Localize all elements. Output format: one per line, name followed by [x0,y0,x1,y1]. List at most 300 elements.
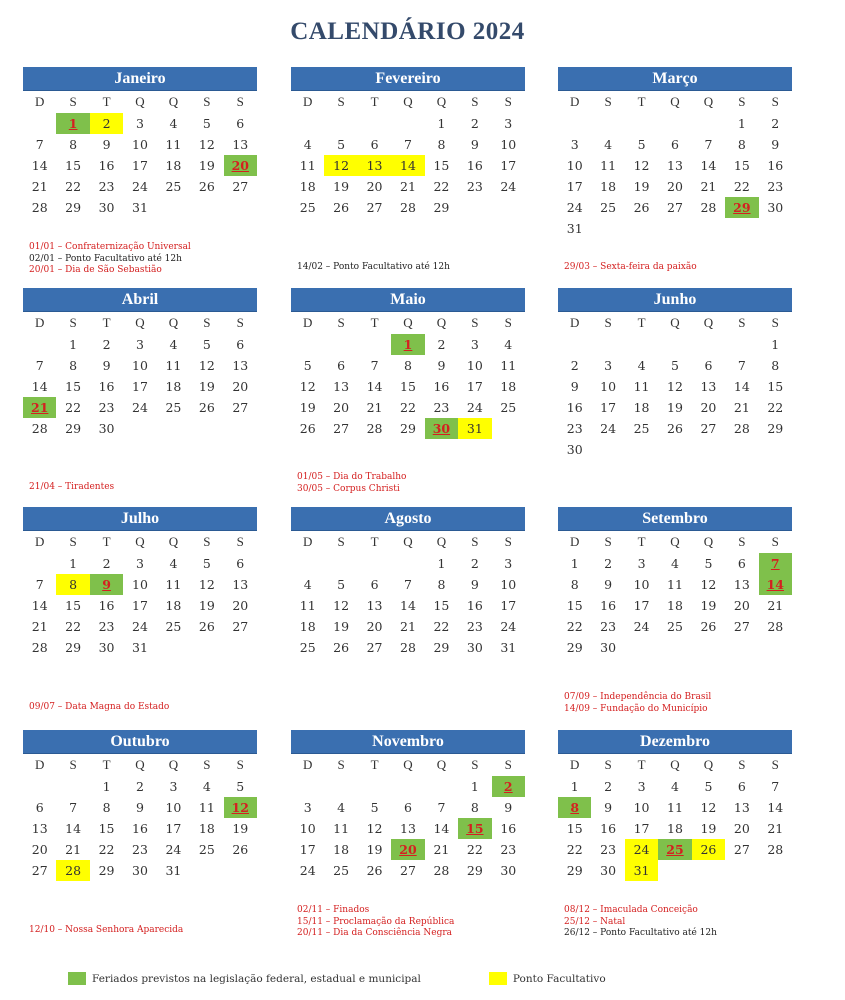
day-cell: 4 [604,137,613,152]
day-cell: 16 [98,158,115,173]
day-cell: 26 [198,619,215,634]
day-cell: 21 [400,179,416,194]
day-cell: 10 [500,137,517,152]
day-cell: 13 [232,137,249,152]
week-row [291,616,525,637]
week-row [291,376,525,397]
day-cell: 29 [566,863,583,878]
empty-day-cell [391,113,424,134]
day-cell: 22 [98,842,115,857]
day-cell: 23 [767,179,784,194]
day-cell: 12 [198,137,215,152]
weekday-label: D [570,534,580,549]
day-cell: 23 [98,619,115,634]
day-cell: 23 [98,179,115,194]
day-cell: 11 [667,577,683,592]
weekday-label: Q [168,534,179,549]
weekday-label: S [471,534,479,549]
holiday-note: 08/12 – Imaculada Conceição [564,905,698,915]
holiday-day-cell: 20 [391,839,424,860]
day-cell: 30 [98,421,115,436]
week-row [558,355,792,376]
day-cell: 5 [704,779,713,794]
weekday-label: S [471,315,479,330]
day-cell: 18 [600,179,617,194]
week-row [23,595,257,616]
day-cell: 27 [700,421,717,436]
day-cell: 6 [737,779,746,794]
day-cell: 24 [132,619,148,634]
weekday-label: S [604,757,612,772]
day-cell: 7 [35,137,44,152]
day-cell: 10 [633,577,650,592]
day-cell: 7 [404,137,412,152]
day-cell: 26 [700,619,717,634]
empty-day-cell [324,113,357,134]
day-cell: 10 [633,800,650,815]
day-cell: 27 [31,863,48,878]
month-header: Fevereiro [291,67,525,91]
day-cell: 21 [767,821,784,836]
weekday-label: S [337,534,345,549]
holiday-note: 20/01 – Dia de São Sebastião [29,265,162,275]
week-row [558,134,792,155]
weekday-label: S [471,757,479,772]
empty-day-cell [425,776,458,797]
holiday-note: 01/01 – Confraternização Universal [29,242,191,252]
month-9 [23,730,257,881]
weekday-label: S [471,94,479,109]
holiday-day-cell: 1 [391,334,424,355]
weekday-row [23,91,257,113]
month-6 [23,507,257,658]
day-cell: 15 [767,379,784,394]
holiday-note: 21/04 – Tiradentes [29,482,115,492]
day-cell: 5 [202,116,211,131]
day-cell: 16 [767,158,784,173]
day-cell: 22 [466,842,483,857]
empty-day-cell [391,553,424,574]
day-cell: 21 [31,179,48,194]
day-cell: 19 [198,158,215,173]
holiday-day-cell: 21 [23,397,56,418]
week-row [291,197,525,218]
day-cell: 2 [771,116,780,131]
day-cell: 29 [400,421,416,436]
day-cell: 11 [600,158,617,173]
day-cell: 3 [570,137,579,152]
day-cell: 29 [65,640,82,655]
weekday-label: Q [703,315,714,330]
empty-day-cell [625,637,658,658]
optional-day-cell: 26 [692,839,725,860]
month-5 [558,288,792,460]
day-cell: 25 [600,200,617,215]
empty-day-cell [23,553,56,574]
weekday-label: D [35,534,45,549]
day-cell: 26 [333,200,350,215]
day-cell: 9 [102,137,111,152]
week-row [558,616,792,637]
month-4 [291,288,525,439]
empty-day-cell [692,439,725,460]
week-row [23,397,257,418]
day-cell: 13 [31,821,48,836]
day-cell: 14 [31,379,48,394]
week-row [558,334,792,355]
day-cell: 2 [604,779,613,794]
weekday-label: Q [436,534,447,549]
weekday-label: T [637,757,646,772]
weekday-label: D [35,315,45,330]
week-row [23,574,257,595]
day-cell: 15 [566,598,583,613]
week-row [558,376,792,397]
day-cell: 13 [232,358,249,373]
day-cell: 3 [604,358,613,373]
holiday-day-cell: 15 [458,818,491,839]
day-cell: 25 [667,619,683,634]
empty-day-cell [190,637,223,658]
empty-day-cell [658,860,691,881]
day-cell: 24 [500,619,517,634]
day-cell: 19 [633,179,650,194]
day-cell: 23 [466,619,483,634]
day-cell: 9 [437,358,446,373]
day-cell: 15 [65,158,82,173]
day-cell: 23 [500,842,517,857]
day-cell: 30 [98,200,115,215]
day-cell: 15 [65,598,82,613]
day-cell: 31 [165,863,182,878]
day-cell: 24 [500,179,517,194]
day-cell: 17 [132,158,148,173]
weekday-label: T [370,315,379,330]
month-header: Julho [23,507,257,531]
optional-day-cell: 2 [90,113,123,134]
day-cell: 7 [704,137,713,152]
empty-day-cell [324,776,357,797]
week-row [291,797,525,818]
weekday-label: Q [168,757,179,772]
day-cell: 13 [700,379,717,394]
day-cell: 29 [466,863,483,878]
day-cell: 27 [232,619,249,634]
weekday-label: T [370,94,379,109]
week-row [23,839,257,860]
empty-day-cell [725,860,758,881]
day-cell: 16 [466,598,483,613]
empty-day-cell [224,637,257,658]
weekday-label: Q [703,757,714,772]
holiday-day-cell: 2 [492,776,525,797]
day-cell: 18 [667,821,683,836]
day-cell: 5 [704,556,713,571]
day-cell: 19 [700,598,717,613]
day-cell: 23 [433,400,450,415]
day-cell: 18 [667,598,683,613]
day-cell: 4 [169,556,178,571]
weekday-label: D [303,534,313,549]
day-cell: 24 [633,619,650,634]
day-cell: 13 [232,577,249,592]
day-cell: 16 [433,379,450,394]
day-cell: 6 [704,358,713,373]
optional-day-cell: 28 [56,860,89,881]
day-cell: 29 [433,200,450,215]
day-cell: 29 [566,640,583,655]
day-cell: 17 [132,379,148,394]
day-cell: 14 [31,598,48,613]
day-cell: 28 [31,640,48,655]
empty-day-cell [658,113,691,134]
empty-day-cell [458,197,491,218]
weekday-label: Q [135,94,145,109]
day-cell: 4 [169,337,178,352]
week-row [558,574,792,595]
empty-day-cell [224,860,257,881]
weekday-label: S [69,94,77,109]
weekday-label: S [604,94,612,109]
holiday-note: 14/09 – Fundação do Município [564,703,708,714]
month-header: Janeiro [23,67,257,91]
day-cell: 11 [500,358,517,373]
day-cell: 22 [65,400,82,415]
weekday-label: S [738,94,746,109]
week-row [23,418,257,439]
month-header: Abril [23,288,257,312]
empty-day-cell [658,334,691,355]
day-cell: 13 [366,598,383,613]
day-cell: 18 [198,821,215,836]
day-cell: 15 [65,379,82,394]
day-cell: 1 [470,779,479,794]
day-cell: 26 [333,640,350,655]
week-row [558,860,792,881]
weekday-label: S [69,534,77,549]
day-cell: 21 [433,842,450,857]
weekday-label: S [236,534,244,549]
page-title: CALENDÁRIO 2024 [290,18,525,45]
holiday-note: 09/07 – Data Magna do Estado [29,702,170,712]
day-cell: 5 [370,800,379,815]
day-cell: 11 [333,821,350,836]
day-cell: 12 [667,379,683,394]
day-cell: 3 [136,556,144,571]
empty-day-cell [358,334,391,355]
day-cell: 14 [767,800,784,815]
weekday-row [291,91,525,113]
empty-day-cell [123,418,156,439]
day-cell: 1 [737,116,746,131]
day-cell: 19 [333,179,350,194]
day-cell: 9 [604,800,613,815]
weekday-label: Q [168,94,179,109]
day-cell: 14 [31,158,48,173]
day-cell: 21 [65,842,82,857]
day-cell: 21 [733,400,750,415]
day-cell: 26 [232,842,249,857]
weekday-label: Q [703,534,714,549]
day-cell: 10 [132,358,148,373]
day-cell: 2 [102,337,111,352]
empty-day-cell [23,776,56,797]
day-cell: 14 [400,598,416,613]
week-row [23,637,257,658]
day-cell: 6 [236,556,245,571]
day-cell: 20 [667,179,683,194]
day-cell: 8 [437,577,446,592]
day-cell: 17 [299,842,316,857]
day-cell: 19 [198,379,215,394]
week-row [291,355,525,376]
weekday-label: T [102,534,111,549]
empty-day-cell [658,439,691,460]
day-cell: 29 [433,640,450,655]
holiday-day-cell: 14 [759,574,792,595]
day-cell: 4 [637,358,646,373]
empty-day-cell [23,113,56,134]
day-cell: 7 [771,779,780,794]
week-row [291,595,525,616]
day-cell: 3 [136,116,144,131]
day-cell: 13 [333,379,350,394]
day-cell: 22 [767,400,784,415]
empty-day-cell [725,218,758,239]
day-cell: 19 [700,821,717,836]
empty-day-cell [658,218,691,239]
day-cell: 7 [35,577,44,592]
empty-day-cell [591,113,624,134]
weekday-row [291,754,525,776]
day-cell: 17 [566,179,583,194]
day-cell: 1 [69,337,78,352]
day-cell: 9 [136,800,144,815]
day-cell: 10 [165,800,182,815]
weekday-label: D [303,757,313,772]
day-cell: 26 [633,200,650,215]
holiday-day-cell: 1 [56,113,89,134]
day-cell: 1 [570,779,579,794]
day-cell: 8 [570,577,579,592]
day-cell: 12 [700,577,717,592]
day-cell: 17 [500,598,517,613]
weekday-label: S [337,757,345,772]
day-cell: 1 [437,116,446,131]
empty-day-cell [291,553,324,574]
empty-day-cell [56,776,89,797]
weekday-label: T [370,534,379,549]
holiday-note: 29/03 – Sexta-feira da paixão [564,262,697,272]
day-cell: 31 [566,221,583,236]
day-cell: 25 [165,619,182,634]
day-cell: 26 [198,179,215,194]
weekday-label: S [236,94,244,109]
month-notes [564,262,804,274]
day-cell: 12 [633,158,650,173]
day-cell: 10 [132,137,148,152]
optional-day-cell: 31 [625,860,658,881]
day-cell: 13 [733,577,750,592]
week-row [291,155,525,176]
day-cell: 30 [132,863,148,878]
legend-optional-label: Ponto Facultativo [512,972,606,985]
weekday-label: S [604,315,612,330]
day-cell: 16 [98,598,115,613]
weekday-label: T [637,315,646,330]
day-cell: 7 [437,800,446,815]
holiday-day-cell: 20 [224,155,257,176]
day-cell: 3 [303,800,312,815]
day-cell: 22 [433,179,450,194]
day-cell: 25 [299,200,316,215]
day-cell: 12 [299,379,316,394]
weekday-label: T [637,94,646,109]
day-cell: 15 [566,821,583,836]
week-row [558,797,792,818]
day-cell: 5 [303,358,312,373]
day-cell: 11 [299,158,316,173]
empty-day-cell [658,637,691,658]
day-cell: 28 [400,200,416,215]
empty-day-cell [190,418,223,439]
weekday-label: S [203,534,211,549]
day-cell: 23 [466,179,483,194]
day-cell: 5 [637,137,646,152]
month-0 [23,67,257,218]
holiday-note: 02/01 – Ponto Facultativo até 12h [29,253,182,264]
day-cell: 8 [437,137,446,152]
day-cell: 21 [767,598,784,613]
weekday-label: S [203,315,211,330]
day-cell: 28 [700,200,717,215]
day-cell: 30 [466,640,483,655]
holiday-day-cell: 12 [224,797,257,818]
day-cell: 29 [65,421,82,436]
week-row [558,197,792,218]
day-cell: 22 [400,400,416,415]
day-cell: 15 [433,158,450,173]
week-row [291,574,525,595]
week-row [291,334,525,355]
day-cell: 24 [600,421,617,436]
weekday-label: Q [135,315,145,330]
week-row [23,797,257,818]
month-notes [29,482,269,494]
day-cell: 5 [337,137,346,152]
day-cell: 8 [69,358,78,373]
month-notes [564,692,804,715]
empty-day-cell [190,860,223,881]
day-cell: 14 [65,821,82,836]
week-row [291,776,525,797]
month-3 [23,288,257,439]
day-cell: 29 [65,200,82,215]
day-cell: 9 [470,577,479,592]
day-cell: 11 [667,800,683,815]
weekday-label: S [504,94,512,109]
weekday-label: D [570,315,580,330]
weekday-label: D [35,94,45,109]
day-cell: 10 [132,577,148,592]
legend [68,972,606,985]
week-row [23,134,257,155]
month-header: Outubro [23,730,257,754]
day-cell: 7 [69,800,78,815]
day-cell: 27 [232,400,249,415]
day-cell: 6 [737,556,746,571]
day-cell: 3 [504,556,513,571]
